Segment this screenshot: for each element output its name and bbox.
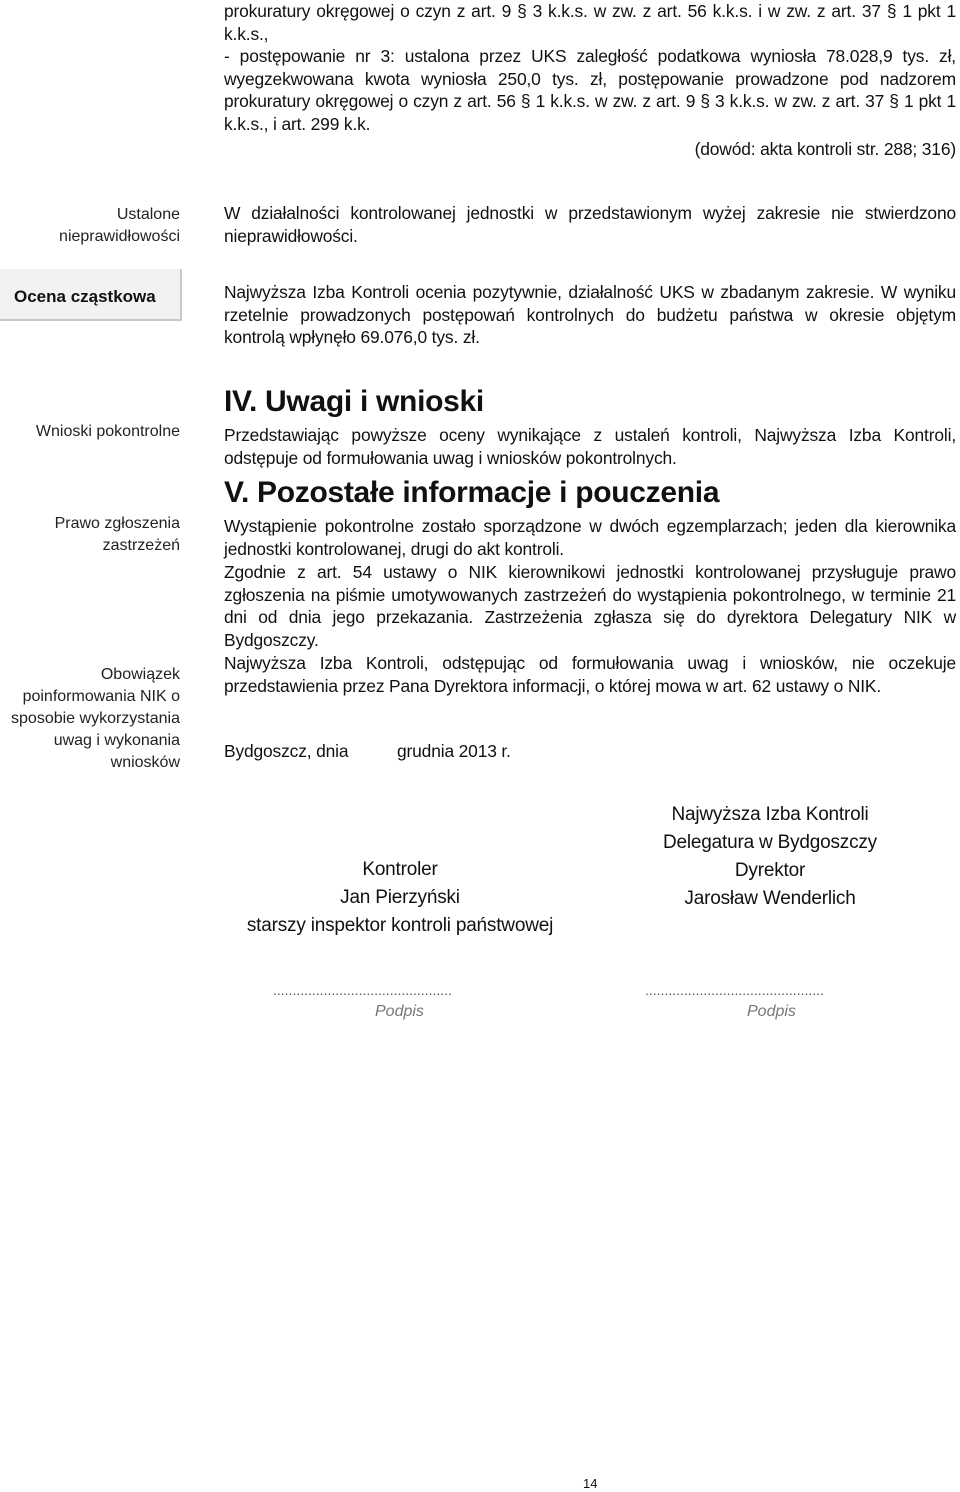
signature-right-dots: .............................................. xyxy=(645,982,824,998)
info-paragraph-1: Wystąpienie pokontrolne zostało sporządzone w dwóch egzemplarzach; jeden dla kierownika jednostki kontrolowanej, drugi do akt kontroli. xyxy=(224,516,956,559)
remarks-text xyxy=(224,424,956,469)
signature-right-name: Jarosław Wenderlich xyxy=(684,888,856,909)
date-line xyxy=(224,740,956,763)
irregularities-text xyxy=(224,202,956,247)
sidebar-prawo: Prawo zgłoszenia zastrzeżeń xyxy=(54,515,180,554)
irregularities-paragraph: W działalności kontrolowanej jednostki w przedstawionym wyżej zakresie nie stwierdzono nieprawidłowości. xyxy=(224,203,956,246)
sidebar-obowiazek: Obowiązek poinformowania NIK o sposobie wykorzystania uwag i wykonania wniosków xyxy=(11,666,180,771)
signature-left-title: starszy inspektor kontroli państwowej xyxy=(246,915,554,936)
signature-left-role: Kontroler xyxy=(362,859,438,880)
heading-v: V. Pozostałe informacje i pouczenia xyxy=(224,476,720,509)
assessment-paragraph: Najwyższa Izba Kontroli ocenia pozytywnie, działalność UKS w zbadanym zakresie. W wyniku rzetelnie prowadzonych postępowań kontrolnych do budżetu państwa w okresie objętym kontrolą wpłynęło 69.076,0 tys. zł. xyxy=(224,282,956,347)
sidebar-ocena: Ocena cząstkowa xyxy=(14,287,156,306)
heading-iv: IV. Uwagi i wnioski xyxy=(224,385,484,418)
signature-right xyxy=(600,801,940,913)
intro-line-1: prokuratury okręgowej o czyn z art. 9 § 3 k.k.s. w zw. z art. 56 k.k.s. i w zw. z art. 37 § 1 pkt 1 k.k.s., xyxy=(224,1,956,44)
signature-right-podpis: Podpis xyxy=(747,1003,796,1020)
intro-block xyxy=(224,0,956,161)
sidebar-ustalone: Ustalone nieprawidłowości xyxy=(59,206,180,245)
sidebar-wnioski: Wnioski pokontrolne xyxy=(35,423,180,440)
signature-left-dots: .............................................. xyxy=(273,982,452,998)
info-paragraph-2: Zgodnie z art. 54 ustawy o NIK kierownikowi jednostki kontrolowanej przysługuje prawo zgłoszenia na piśmie umotywowanych zastrzeżeń do wystąpienia pokontrolnego, w terminie 21 dni od dnia jego przekazania. Zastrzeżenia zgłasza się do dyrektora Delegatury NIK w Bydgoszczy. xyxy=(224,562,956,650)
page-number: 14 xyxy=(583,1476,598,1491)
date-place: Bydgoszcz, dnia xyxy=(224,741,349,761)
evidence-reference: (dowód: akta kontroli str. 288; 316) xyxy=(694,139,956,159)
assessment-text xyxy=(224,281,956,349)
signature-right-org: Najwyższa Izba Kontroli xyxy=(671,804,869,825)
info-block xyxy=(224,515,956,697)
signature-left xyxy=(220,856,580,940)
date-rest: grudnia 2013 r. xyxy=(397,741,511,761)
remarks-paragraph: Przedstawiając powyższe oceny wynikające z ustaleń kontroli, Najwyższa Izba Kontroli, odstępuje od formułowania uwag i wniosków pokontrolnych. xyxy=(224,425,956,468)
signature-right-unit: Delegatura w Bydgoszczy xyxy=(662,832,877,853)
signature-left-podpis: Podpis xyxy=(375,1003,424,1020)
info-paragraph-3: Najwyższa Izba Kontroli, odstępując od formułowania uwag i wniosków, nie oczekuje przedstawienia przez Pana Dyrektora informacji, o której mowa w art. 62 ustawy o NIK. xyxy=(224,653,956,696)
intro-line-2: - postępowanie nr 3: ustalona przez UKS zaległość podatkowa wyniosła 78.028,9 tys. zł, wyegzekwowana kwota wyniosła 250,0 tys. zł, postępowanie prowadzone pod nadzorem prokuratury okręgowej o czyn z art. 56 § 1 k.k.s. w zw. z art. 9 § 3 k.k.s. w zw. z art. 37 § 1 pkt 1 k.k.s., i art. 299 k.k. xyxy=(224,46,956,134)
signature-right-role: Dyrektor xyxy=(734,860,806,881)
signature-left-name: Jan Pierzyński xyxy=(340,887,460,908)
